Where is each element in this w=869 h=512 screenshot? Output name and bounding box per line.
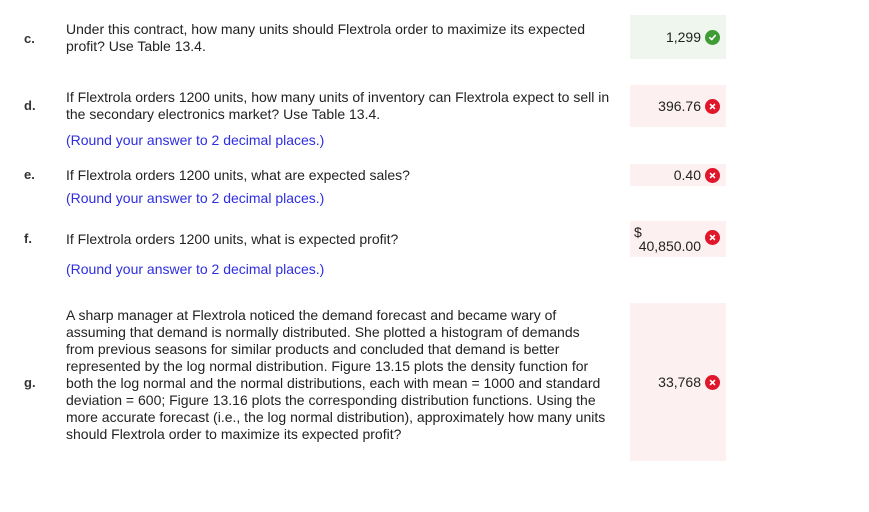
check-icon	[705, 30, 720, 45]
question-text: If Flextrola orders 1200 units, what is expected profit?	[66, 231, 399, 247]
answer-value: 0.40	[673, 167, 701, 183]
x-icon	[705, 230, 720, 245]
answer-value: 40,850.00	[638, 238, 701, 254]
rounding-hint: (Round your answer to 2 decimal places.)	[66, 261, 325, 277]
question-letter: g.	[24, 375, 36, 390]
question-text: If Flextrola orders 1200 units, what are expected sales?	[66, 167, 410, 183]
x-icon	[705, 168, 720, 183]
question-text: A sharp manager at Flextrola noticed the demand forecast and became wary of assuming that demand is normally distributed. She plotted a histogram of demands from previous seasons for similar products and concluded that demand is better represented by the log normal distribution. Figure 13.15 plots the density function for both the log normal and the normal distributions, each with mean = 1000 and standard deviation = 600; Figure 13.16 plots the corresponding distribution functions. Using the more accurate forecast (i.e., the log normal distribution), approximately how many units should Flextrola order to maximize its expected profit?	[66, 307, 606, 442]
question-text: Under this contract, how many units should Flextrola order to maximize its expected profit? Use Table 13.4.	[66, 21, 586, 54]
answer-field-f[interactable]	[630, 221, 726, 257]
answer-value: 33,768	[658, 374, 701, 390]
answer-field-g[interactable]	[630, 303, 726, 461]
rounding-hint: (Round your answer to 2 decimal places.)	[66, 190, 325, 206]
question-letter: f.	[24, 231, 32, 246]
x-icon	[705, 375, 720, 390]
question-letter: c.	[24, 31, 35, 46]
answer-field-e[interactable]	[630, 164, 726, 186]
question-letter: e.	[24, 167, 35, 182]
answer-value: 1,299	[665, 29, 701, 45]
answer-field-c[interactable]	[630, 15, 726, 59]
question-text: If Flextrola orders 1200 units, how many units of inventory can Flextrola expect to sell in the secondary electronics market? Use Table 13.4.	[66, 89, 610, 122]
x-icon	[705, 99, 720, 114]
answer-value: 396.76	[658, 98, 701, 114]
currency-symbol: $	[634, 224, 642, 240]
answer-field-d[interactable]	[630, 85, 726, 127]
rounding-hint: (Round your answer to 2 decimal places.)	[66, 132, 325, 148]
question-letter: d.	[24, 98, 36, 113]
